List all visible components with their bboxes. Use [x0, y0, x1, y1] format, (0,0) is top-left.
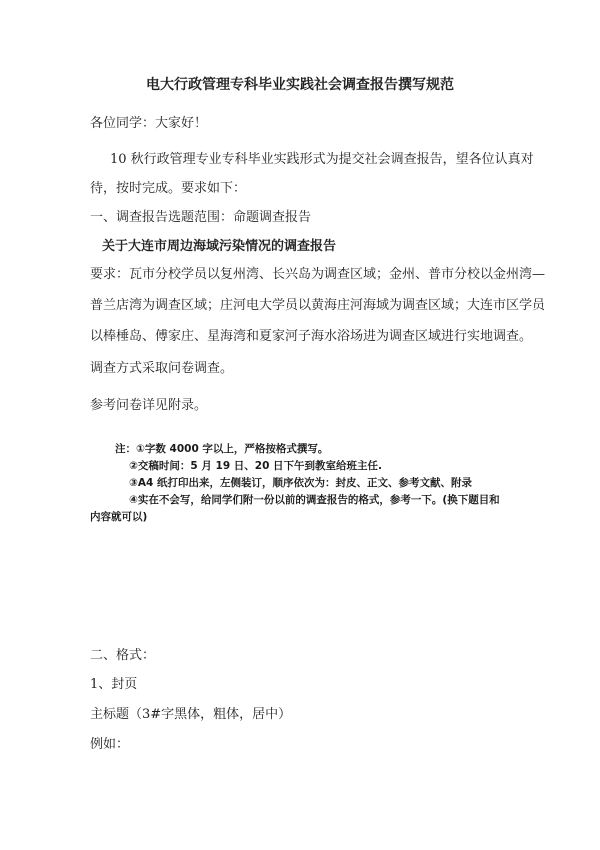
subsection-1-heading: 1、封页 — [90, 677, 138, 692]
main-title-format-rule: 主标题（3#字黑体，粗体，居中） — [90, 707, 292, 722]
note-2: ②交稿时间：5 月 19 日、20 日下午到教室给班主任. — [129, 460, 383, 472]
note-4: ④实在不会写，给同学们附一份以前的调查报告的格式，参考一下。(换下题目和 — [129, 494, 500, 506]
greeting: 各位同学：大家好！ — [90, 116, 208, 131]
topic-title: 关于大连市周边海域污染情况的调查报告 — [102, 239, 337, 254]
note-1: 注：①字数 4000 字以上，严格按格式撰写。 — [115, 443, 329, 455]
requirement-line-2: 普兰店湾为调查区域；庄河电大学员以黄海庄河海域为调查区域；大连市区学员 — [90, 298, 546, 313]
appendix-reference: 参考问卷详见附录。 — [90, 398, 208, 413]
example-label: 例如： — [90, 737, 130, 752]
section-2-heading: 二、格式： — [90, 648, 156, 663]
intro-line-1: 10 秋行政管理专业专科毕业实践形式为提交社会调查报告，望各位认真对 — [110, 152, 534, 167]
requirement-line-3: 以棒棰岛、傅家庄、星海湾和夏家河子海水浴场进为调查区域进行实地调查。 — [90, 329, 533, 344]
note-3: ③A4 纸打印出来，左侧装订，顺序依次为：封皮、正文、参考文献、附录 — [129, 477, 472, 489]
note-4-continuation: 内容就可以) — [90, 511, 148, 523]
requirement-line-1: 要求：瓦市分校学员以复州湾、长兴岛为调查区域；金州、普市分校以金州湾— — [90, 267, 546, 282]
section-1-heading: 一、调查报告选题范围：命题调查报告 — [90, 210, 312, 225]
document-title: 电大行政管理专科毕业实践社会调查报告撰写规范 — [146, 77, 454, 93]
intro-line-2: 待，按时完成。要求如下： — [90, 181, 247, 196]
survey-method: 调查方式采取问卷调查。 — [90, 361, 234, 376]
